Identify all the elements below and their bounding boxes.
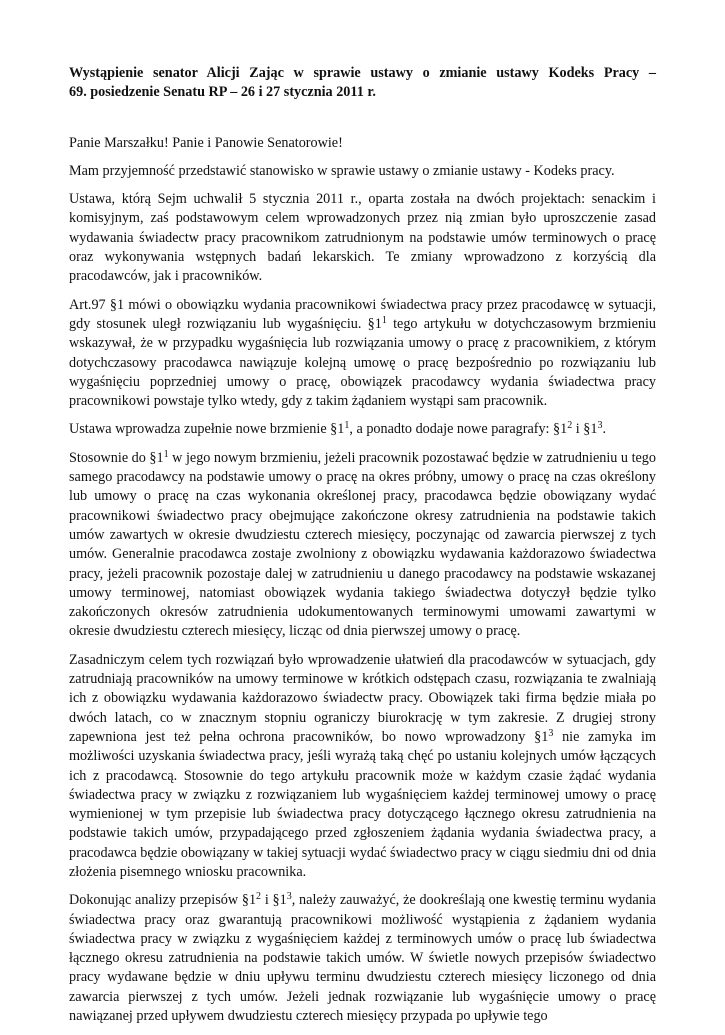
nowe-superscript-3: 3 [597, 420, 603, 432]
art97-superscript: 1 [381, 314, 387, 326]
nowe-text-c: i §1 [572, 421, 598, 438]
dokonujac-text-c: , należy zauważyć, że dookreślają one kwestię terminu wydania świadectwa pracy oraz gwarantują pracownikowi możliwość wystąpienia z żądaniem wydania świadectwa pracy w związku z wygaśnięciem każdej z terminowych umów o pracę lub świadectwa łącznego okresu zatrudnienia na podstawie takich umów. W świetle nowych przepisów świadectwo pracy wydawane będzie w dniu upływu terminu dwudziestu czterech miesięcy liczonego od dnia zawarcia pierwszej z tych umów. Jeżeli jednak rozwiązanie lub wygaśnięcie umowy o pracę nawiązanej przed upływem dwudziestu czterech miesięcy przypada po upływie tego [69, 892, 656, 1025]
greeting-paragraph: Panie Marszałku! Panie i Panowie Senatorowie! [69, 134, 343, 151]
zasadniczy-text-a: Zasadniczym celem tych rozwiązań było wprowadzenie ułatwień dla pracodawców w sytuacjach, gdy zatrudniają pracowników na umowy terminowe w krótkich odstępach czasu, rozwiązania te zwalniają ich z obowiązku wydawania każdorazowo świadectw pracy. Obowiązek taki firma będzie miała po dwóch latach, co w znacznym stopniu ograniczy biurokrację w tym zakresie. Z drugiej strony zapewniona jest też pełna ochrona pracowników, bo nowo wprowadzony §1 [69, 651, 656, 745]
dokonujac-superscript-2: 3 [286, 891, 292, 903]
zasadniczy-superscript: 3 [548, 727, 554, 739]
dokonujac-text-a: Dokonując analizy przepisów §1 [69, 892, 257, 909]
dokonujac-superscript-1: 2 [256, 891, 262, 903]
document-title-line2: 69. posiedzenie Senatu RP – 26 i 27 stycznia 2011 r. [69, 84, 376, 101]
dokonujac-text-b: i §1 [261, 892, 287, 909]
stosownie-text-a: Stosownie do §1 [69, 449, 164, 466]
stosownie-paragraph [69, 449, 656, 642]
dokonujac-paragraph [69, 891, 656, 1026]
zasadniczy-cel-paragraph [69, 651, 656, 883]
ustawa-paragraph: Ustawa, którą Sejm uchwalił 5 stycznia 2011 r., oparta została na dwóch projektach: senackim i komisyjnym, zaś podstawowym celem wprowadzonych przez nią zmian było uproszczenie zasad wydawania świadectw pracy pracownikom zatrudnionym na podstawie umów terminowych o pracę oraz wykonywania wstępnych badań lekarskich. Te zmiany wprowadzono z korzyścią dla pracodawców, jak i pracowników. [69, 191, 656, 285]
nowe-superscript-1: 1 [344, 420, 350, 432]
stosownie-text-b: w jego nowym brzmieniu, jeżeli pracownik pozostawać będzie w zatrudnieniu u tego samego pracodawcy na podstawie umowy o pracę na okres próbny, umowy o pracę na czas określony lub umowy o pracę na czas wykonania określonej pracy, pracodawca będzie obowiązany wydać pracownikowi świadectwo pracy obejmujące zakończone okresy zatrudnienia na podstawie takich umów zawartych w okresie dwudziestu czterech miesięcy, poczynając od zawarcia pierwszej z tych umów. Generalnie pracodawca zostaje zwolniony z obowiązku wydawania każdorazowo świadectwa pracy, jeżeli pracownik pozostaje dalej w zatrudnieniu u danego pracodawcy na podstawie wskazanej umowy terminowej, natomiast obowiązek wydania takiego świadectwa dotyczył będzie tylko zakończonych okresów zatrudnienia udokumentowanych terminowymi umowami zawartymi w okresie dwudziestu czterech miesięcy, licząc od dnia pierwszej umowy o pracę. [69, 449, 656, 640]
nowe-text-b: , a ponadto dodaje nowe paragrafy: §1 [349, 421, 568, 438]
nowe-superscript-2: 2 [567, 420, 573, 432]
document-page [69, 64, 656, 1035]
nowe-text-d: . [602, 421, 607, 438]
intro-paragraph: Mam przyjemność przedstawić stanowisko w sprawie ustawy o zmianie ustawy - Kodeks pracy. [69, 162, 615, 179]
nowe-text-a: Ustawa wprowadza zupełnie nowe brzmienie §1 [69, 421, 345, 438]
zasadniczy-text-b: nie zamyka im możliwości uzyskania świadectwa pracy, jeśli wyrażą taką chęć po ustaniu kolejnych umów łączących ich z pracodawcą. Stosownie do tego artykułu pracownik może w każdym czasie żądać wydania świadectwa pracy w związku z rozwiązaniem lub wygaśnięciem każdej terminowej umowy o pracę wymienionej w tym przepisie lub świadectwa pracy dotyczącego łącznego okresu zatrudnienia na podstawie takich umów, przypadającego przed zgłoszeniem żądania wydania świadectwa pracy, a pracodawca będzie obowiązany w takiej sytuacji wydać świadectwo pracy w ciągu siedmiu dni od dnia złożenia pisemnego wniosku pracownika. [69, 728, 656, 880]
art97-text-a: Art.97 §1 mówi o obowiązku wydania pracownikowi świadectwa pracy przez pracodawcę w sytuacji, gdy stosunek uległ rozwiązaniu lub wygaśnięciu. §1 [69, 296, 656, 332]
art97-text-b: tego artykułu w dotychczasowym brzmieniu wskazywał, że w przypadku wygaśnięcia lub rozwiązania umowy o pracę z pracownikiem, z którym dotychczasowy pracodawca nawiązuje kolejną umowę o pracę bezpośrednio po rozwiązaniu lub wygaśnięciu poprzedniej umowy o pracę, obowiązek pracodawcy wydania świadectwa pracy pracownikowi powstaje tylko wtedy, gdy z takim żądaniem wystąpi sam pracownik. [69, 315, 656, 410]
art97-paragraph [69, 296, 656, 412]
document-title-line1: Wystąpienie senator Alicji Zając w sprawie ustawy o zmianie ustawy Kodeks Pracy – [69, 65, 656, 81]
stosownie-superscript: 1 [163, 448, 169, 460]
nowe-brzmienie-paragraph [69, 420, 656, 439]
